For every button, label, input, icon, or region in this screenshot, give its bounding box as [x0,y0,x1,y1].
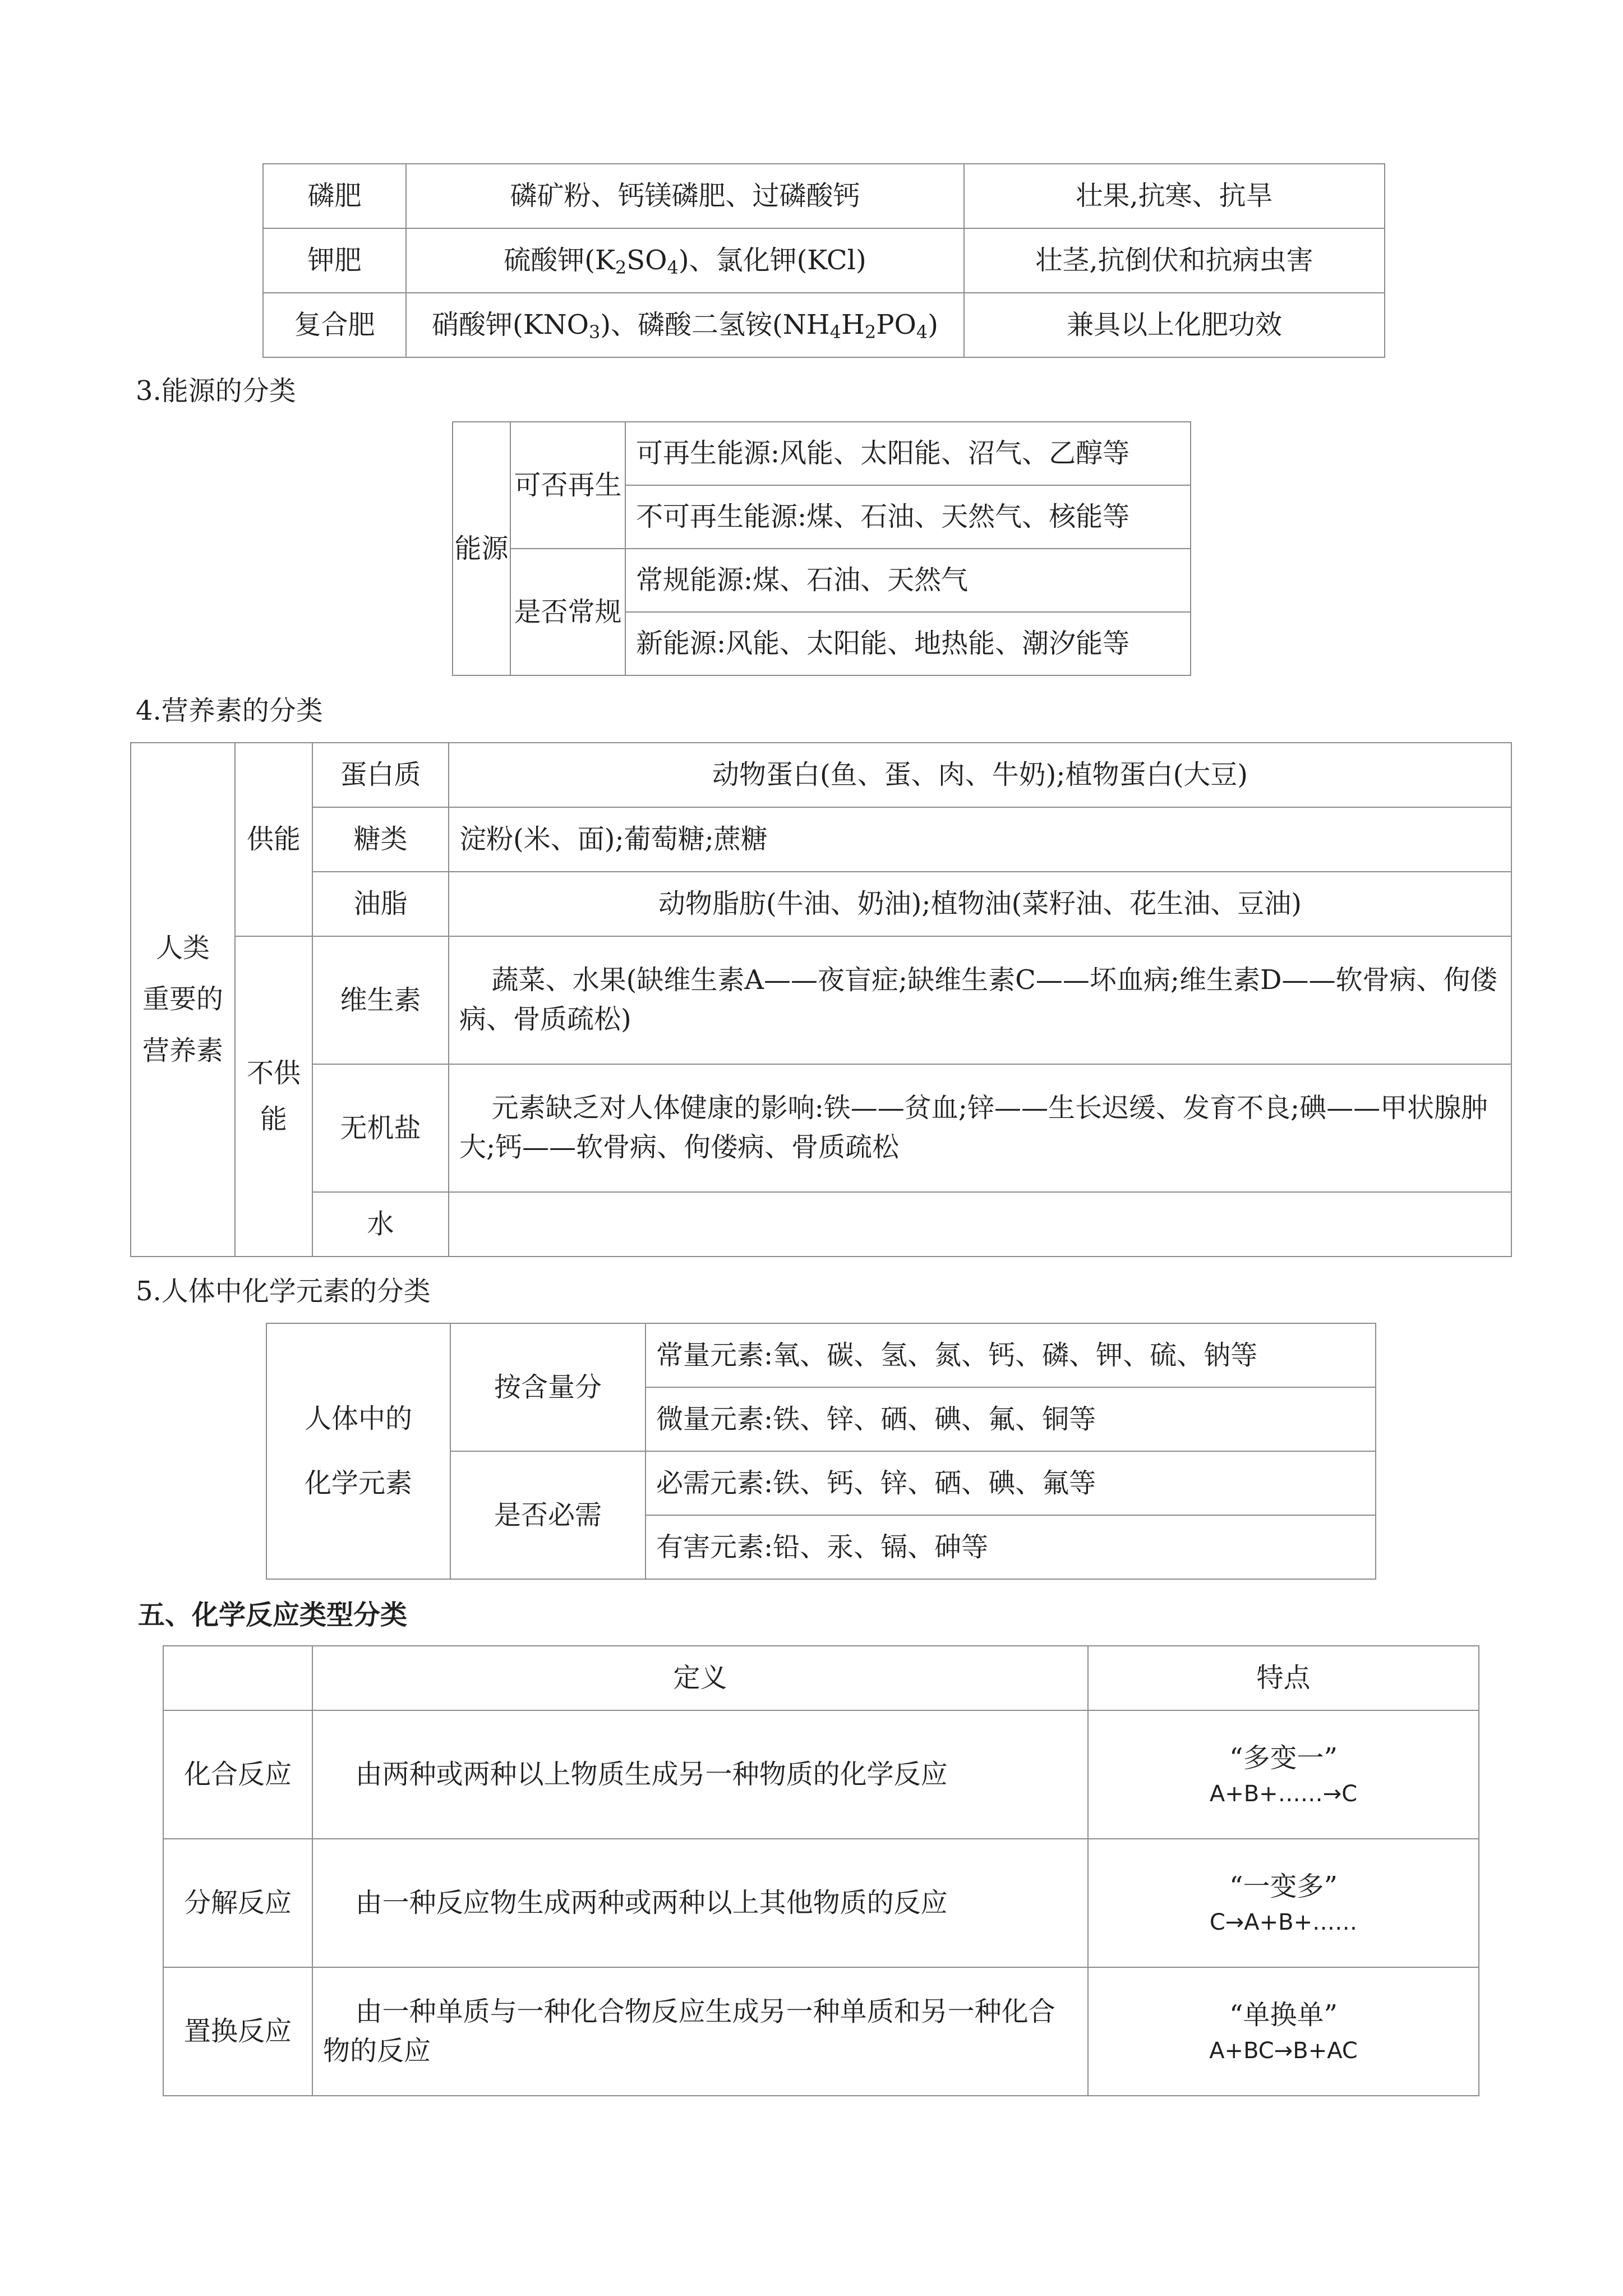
fertilizer-effect: 壮果,抗寒、抗旱 [964,164,1385,228]
table-row [263,228,1385,293]
non-energy-label: 不供 能 [235,936,312,1257]
fertilizer-table [262,163,1385,358]
reaction-type: 分解反应 [163,1839,312,1967]
section-5-title: 5.人体中化学元素的分类 [136,1276,431,1307]
reaction-definition: 由一种反应物生成两种或两种以上其他物质的反应 [312,1839,1088,1967]
nutrient-desc: 动物蛋白(鱼、蛋、肉、牛奶);植物蛋白(大豆) [449,743,1511,807]
nutrient-table [130,742,1512,1257]
element-item: 必需元素:铁、钙、锌、硒、碘、氟等 [645,1451,1376,1515]
element-item: 常量元素:氧、碳、氢、氮、钙、磷、钾、硫、钠等 [645,1323,1376,1387]
fertilizer-effect: 壮茎,抗倒伏和抗病虫害 [964,228,1385,293]
energy-item: 常规能源:煤、石油、天然气 [625,549,1191,612]
section-4-title: 4.营养素的分类 [136,695,323,726]
reaction-definition: 由两种或两种以上物质生成另一种物质的化学反应 [312,1710,1088,1839]
reaction-formula: C→A+B+…… [1209,1909,1358,1935]
element-root: 人体中的 化学元素 [266,1323,450,1579]
energy-group-label: 是否常规 [510,549,625,675]
fertilizer-examples: 硝酸钾$(KNO_3)$、磷酸二氢铵$(NH_4H_2PO_4)$ [406,293,964,357]
table-row [263,164,1385,228]
energy-table [452,421,1191,676]
table-row [263,293,1385,357]
element-item: 有害元素:铅、汞、镉、砷等 [645,1515,1376,1579]
nutrient-desc: 淀粉(米、面);葡萄糖;蔗糖 [449,807,1511,872]
fertilizer-type: 钾肥 [263,228,406,293]
reaction-feature: “单换单” A+BC→B+AC [1088,1967,1479,2096]
fertilizer-type: 磷肥 [263,164,406,228]
header-feature: 特点 [1088,1646,1479,1710]
energy-group-label: 可否再生 [510,422,625,549]
header-empty [163,1646,312,1710]
nutrient-desc: 元素缺乏对人体健康的影响:铁——贫血;锌——生长迟缓、发育不良;碘——甲状腺肿大;钙——软骨病、佝偻病、骨质疏松 [449,1064,1511,1192]
nutrient-desc: 蔬菜、水果(缺维生素A——夜盲症;缺维生素C——坏血病;维生素D——软骨病、佝偻病、骨质疏松) [449,936,1511,1064]
energy-providing-label: 供能 [235,743,312,936]
fertilizer-examples: 硫酸钾$(K_2SO_4)$、氯化钾(KCl) [406,228,964,293]
nutrient-desc [449,1192,1511,1257]
nutrient-name: 糖类 [312,807,449,872]
energy-root: 能源 [453,422,510,675]
nutrient-name: 维生素 [312,936,449,1064]
element-group-label: 是否必需 [450,1451,645,1579]
nutrient-name: 无机盐 [312,1064,449,1192]
reaction-type: 化合反应 [163,1710,312,1839]
header-definition: 定义 [312,1646,1088,1710]
reaction-formula: A+BC→B+AC [1209,2037,1358,2064]
nutrient-name: 蛋白质 [312,743,449,807]
reaction-table [163,1645,1479,2096]
element-item: 微量元素:铁、锌、硒、碘、氟、铜等 [645,1387,1376,1451]
nutrient-name: 油脂 [312,872,449,936]
reaction-type: 置换反应 [163,1967,312,2096]
nutrient-desc: 动物脂肪(牛油、奶油);植物油(菜籽油、花生油、豆油) [449,872,1511,936]
energy-item: 不可再生能源:煤、石油、天然气、核能等 [625,485,1191,549]
element-table [266,1323,1376,1580]
reaction-feature: “一变多” C→A+B+…… [1088,1839,1479,1967]
energy-item: 可再生能源:风能、太阳能、沼气、乙醇等 [625,422,1191,485]
fertilizer-examples: 磷矿粉、钙镁磷肥、过磷酸钙 [406,164,964,228]
nutrient-name: 水 [312,1192,449,1257]
element-group-label: 按含量分 [450,1323,645,1451]
fertilizer-type: 复合肥 [263,293,406,357]
nutrient-root: 人类 重要的 营养素 [131,743,235,1257]
section-3-title: 3.能源的分类 [136,375,296,407]
section-five-title: 五、化学反应类型分类 [138,1599,408,1631]
fertilizer-effect: 兼具以上化肥功效 [964,293,1385,357]
energy-item: 新能源:风能、太阳能、地热能、潮汐能等 [625,612,1191,675]
reaction-feature: “多变一” A+B+……→C [1088,1710,1479,1839]
reaction-formula: A+B+……→C [1209,1780,1358,1807]
reaction-definition: 由一种单质与一种化合物反应生成另一种单质和另一种化合物的反应 [312,1967,1088,2096]
